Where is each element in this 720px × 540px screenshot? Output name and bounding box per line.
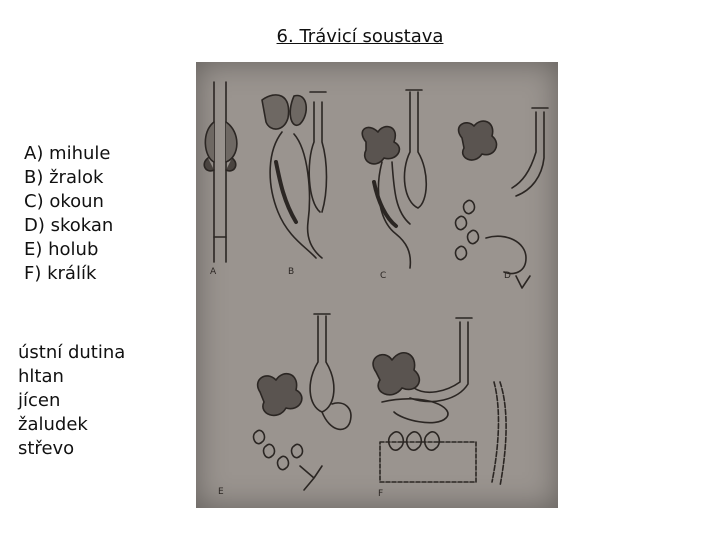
diagram-lamprey xyxy=(204,82,237,277)
animal-item-f: F) králík xyxy=(24,263,97,284)
animal-item-a: A) mihule xyxy=(24,143,111,164)
panel-letter-e: E xyxy=(218,487,224,497)
part-item-intestine: střevo xyxy=(18,438,75,459)
diagram-frog xyxy=(456,108,548,288)
part-item-oral-cavity: ústní dutina xyxy=(18,342,126,363)
part-item-pharynx: hltan xyxy=(18,366,64,387)
digestive-parts-list xyxy=(18,341,125,461)
panel-letter-a: A xyxy=(210,267,217,277)
diagram-pigeon xyxy=(218,314,351,497)
part-item-stomach: žaludek xyxy=(18,414,88,435)
animal-item-b: B) žralok xyxy=(24,167,104,188)
panel-letter-f: F xyxy=(378,489,384,499)
animal-item-c: C) okoun xyxy=(24,191,104,212)
animal-item-d: D) skokan xyxy=(24,215,114,236)
diagram-rabbit xyxy=(373,318,506,499)
panel-letter-d: D xyxy=(504,271,511,281)
diagram-shark xyxy=(262,92,327,277)
part-item-esophagus: jícen xyxy=(18,390,61,411)
panel-letter-b: B xyxy=(288,267,295,277)
diagram-perch xyxy=(362,90,426,281)
animal-item-e: E) holub xyxy=(24,239,99,260)
digestive-system-figure xyxy=(196,62,558,508)
panel-letter-c: C xyxy=(380,271,387,281)
slide-title: 6. Trávicí soustava xyxy=(276,26,444,47)
animal-list xyxy=(24,142,113,286)
